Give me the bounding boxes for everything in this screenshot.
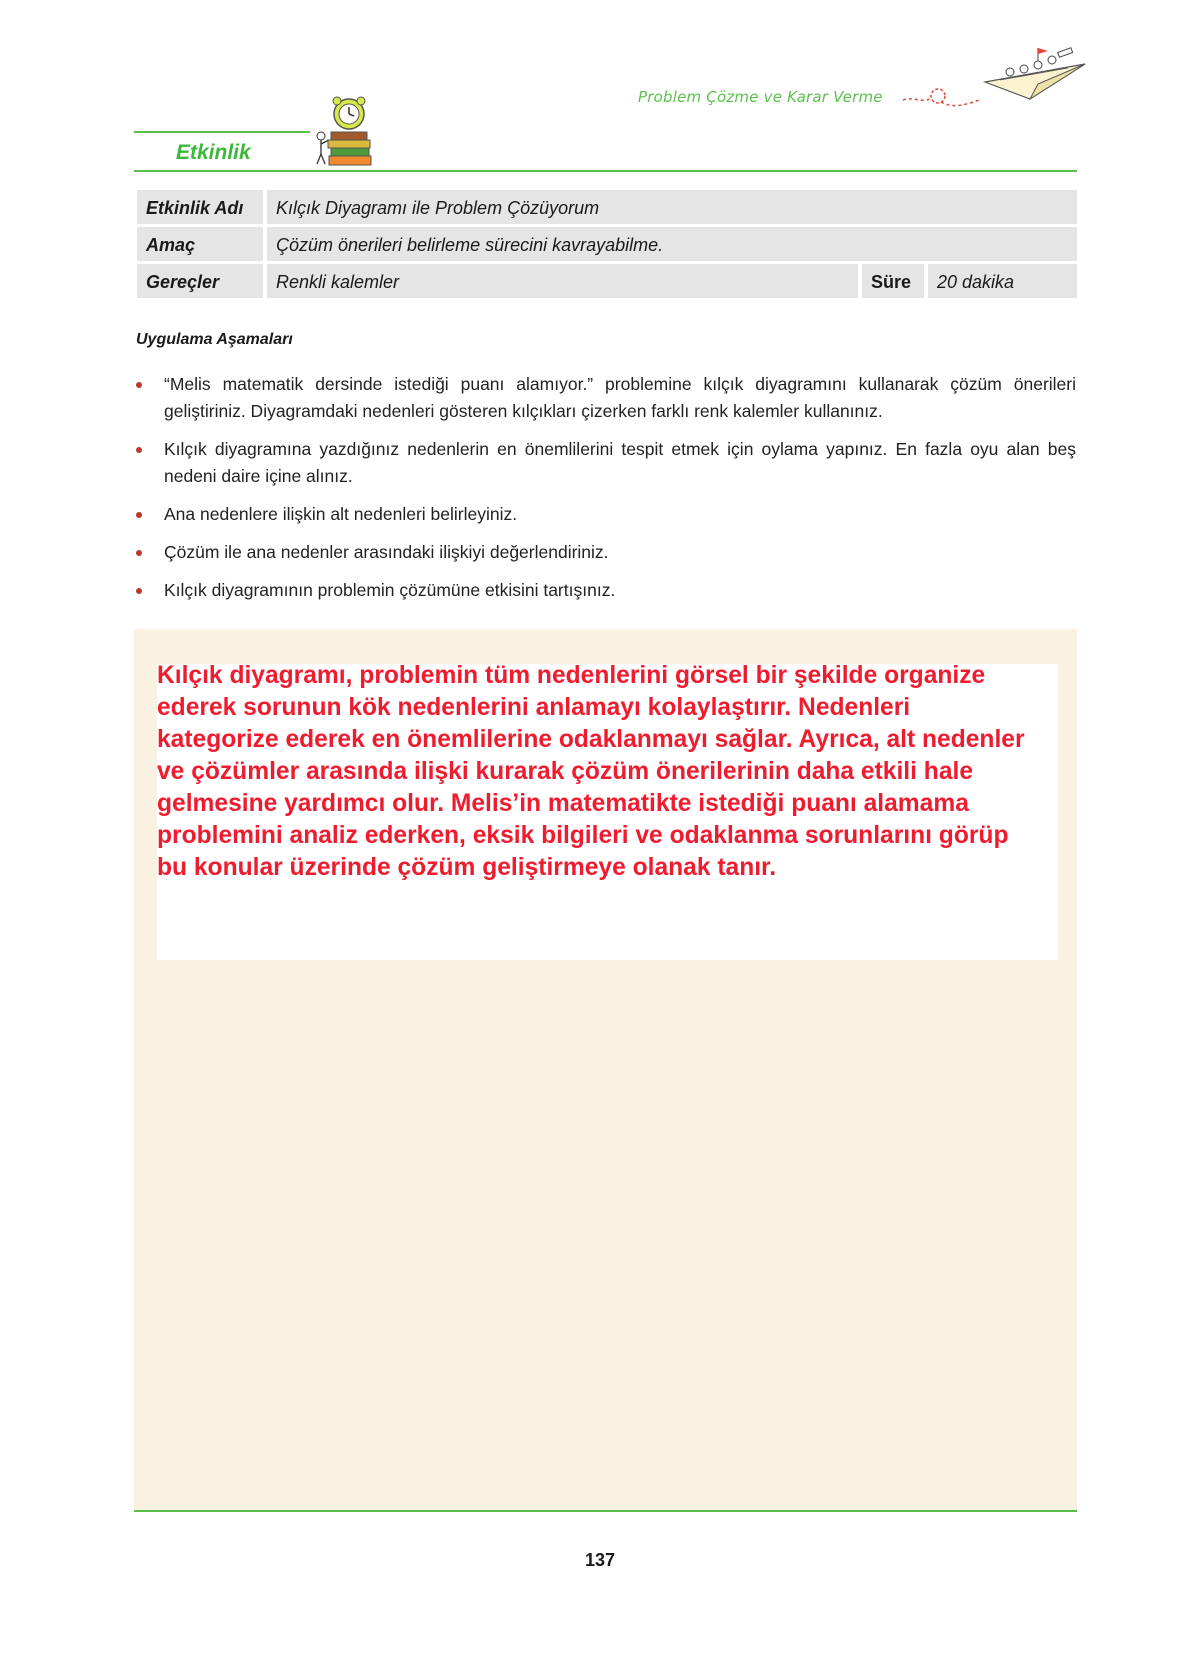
list-item: Kılçık diyagramının problemin çözümüne etkisini tartışınız. [136,577,1076,604]
duration-label: Süre [862,264,924,298]
dashed-path-icon [901,84,981,114]
list-item: “Melis matematik dersinde istediği puanı alamıyor.” problemine kılçık diyagramını kullanarak çözüm önerileri geliştiriniz. Diyagramdaki nedenleri gösteren kılçıkları çizerken farklı renk kalemler kullanınız. [136,371,1076,425]
answer-line: kategorize ederek en önemlilerine odaklanmayı sağlar. Ayrıca, alt nedenler [157,726,1025,753]
activity-name-label: Etkinlik Adı [137,190,263,224]
materials-value: Renkli kalemler [267,264,858,298]
page-number: 137 [585,1550,616,1570]
steps-list [136,371,1076,615]
answer-line: bu konular üzerinde çözüm geliştirmeye olanak tanır. [157,854,777,881]
section-rule-bottom [134,170,1077,172]
chapter-title: Problem Çözme ve Karar Verme [638,88,883,106]
answer-line: ve çözümler arasında ilişki kurarak çözüm önerilerinin daha etkili hale [157,758,974,785]
answer-line: ederek sorunun kök nedenlerini anlamayı kolaylaştırır. Nedenleri [157,694,911,721]
steps-heading: Uygulama Aşamaları [136,331,293,348]
section-rule-top [134,131,310,133]
materials-label: Gereçler [137,264,263,298]
list-item: Kılçık diyagramına yazdığınız nedenlerin en önemlilerini tespit etmek için oylama yapınız. En fazla oyu alan beş nedeni daire içine alınız. [136,436,1076,490]
aim-value: Çözüm önerileri belirleme sürecini kavrayabilme. [267,227,1077,261]
paper-plane-illustration [980,44,1090,104]
duration-value: 20 dakika [928,264,1077,298]
alarm-clock-books-illustration [313,96,375,166]
answer-line: Kılçık diyagramı, problemin tüm nedenlerini görsel bir şekilde organize [157,662,986,689]
answer-line: problemini analiz ederken, eksik bilgileri ve odaklanma sorunlarını görüp [157,822,1009,849]
list-item: Ana nedenlere ilişkin alt nedenleri belirleyiniz. [136,501,1076,528]
aim-label: Amaç [137,227,263,261]
list-item: Çözüm ile ana nedenler arasındaki ilişkiyi değerlendiriniz. [136,539,1076,566]
section-label: Etkinlik [176,141,251,164]
answer-text [157,660,1067,884]
answer-line: gelmesine yardımcı olur. Melis’in matematikte istediği puanı alamama [157,790,969,817]
footer-rule [134,1510,1077,1512]
activity-name-value: Kılçık Diyagramı ile Problem Çözüyorum [267,190,1077,224]
